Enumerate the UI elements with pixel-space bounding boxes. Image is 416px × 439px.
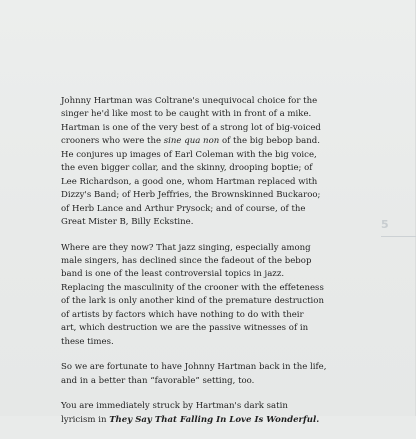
body-text — [61, 95, 351, 439]
text-line — [61, 189, 351, 202]
paragraph — [61, 242, 351, 350]
text-run: He conjures up images of Earl Coleman with the big voice, — [61, 149, 317, 160]
text-run: crooners who were the — [61, 136, 164, 147]
text-line — [61, 242, 351, 255]
page-number-rule — [381, 236, 416, 237]
text-line — [61, 135, 351, 148]
text-run: lyricism in — [61, 414, 110, 425]
text-run: Johnny Hartman was Coltrane's unequivocal choice for the — [61, 96, 318, 106]
page-number: 5 — [381, 218, 390, 231]
text-run: of artists by factors which have nothing to do with their — [61, 309, 304, 320]
text-run: singer he'd like most to be caught with in front of a mike. — [61, 109, 312, 120]
text-line — [61, 322, 351, 335]
text-run: Hartman is one of the very best of a strong lot of big-voiced — [61, 122, 321, 133]
text-run: Where are they now? That jazz singing, especially among — [61, 242, 311, 253]
text-line — [61, 203, 351, 216]
text-run: art, which destruction we are the passive witnesses of in — [61, 323, 309, 334]
text-line — [61, 162, 351, 175]
text-run: Great Mister B, Billy Eckstine. — [61, 217, 194, 228]
text-run: Lee Richardson, a good one, whom Hartman replaced with — [61, 176, 318, 187]
paragraph — [61, 400, 351, 427]
text-run: Dizzy's Band; of Herb Jeffries, the Brownskinned Buckaroo; — [61, 190, 321, 201]
paragraph — [61, 95, 351, 230]
text-line — [61, 108, 351, 121]
text-line — [61, 400, 351, 413]
bold-italic-text-run: They Say That Falling In Love Is Wonderful. — [109, 414, 320, 425]
text-run: of the big bebop band. — [219, 136, 320, 147]
text-line — [61, 176, 351, 189]
text-line — [61, 95, 351, 108]
text-line — [61, 295, 351, 308]
text-run: You are immediately struck by Hartman's dark satin — [61, 401, 288, 412]
text-run: the even bigger collar, and the skinny, drooping boptie; of — [61, 163, 313, 174]
text-run: male singers, has declined since the fadeout of the bebop — [61, 255, 312, 266]
text-line — [61, 375, 351, 388]
text-run: band is one of the least controversial topics in jazz. — [61, 269, 285, 280]
text-line — [61, 336, 351, 349]
text-line — [61, 282, 351, 295]
text-line — [61, 149, 351, 162]
text-run: these times. — [61, 336, 114, 347]
text-line — [61, 361, 351, 374]
text-line — [61, 309, 351, 322]
text-run: So we are fortunate to have Johnny Hartman back in the life, — [61, 362, 327, 373]
text-run: of the lark is only another kind of the premature destruction — [61, 296, 324, 307]
paragraph — [61, 361, 351, 388]
text-run: Replacing the masculinity of the crooner with the effeteness — [61, 282, 324, 293]
italic-text-run: sine qua non — [163, 136, 220, 147]
text-line — [61, 122, 351, 135]
text-line — [61, 216, 351, 229]
text-run: and in a better than “favorable” setting, too. — [61, 375, 255, 386]
text-line — [61, 268, 351, 281]
text-line — [61, 255, 351, 268]
text-run: of Herb Lance and Arthur Prysock; and of course, of the — [61, 203, 306, 214]
